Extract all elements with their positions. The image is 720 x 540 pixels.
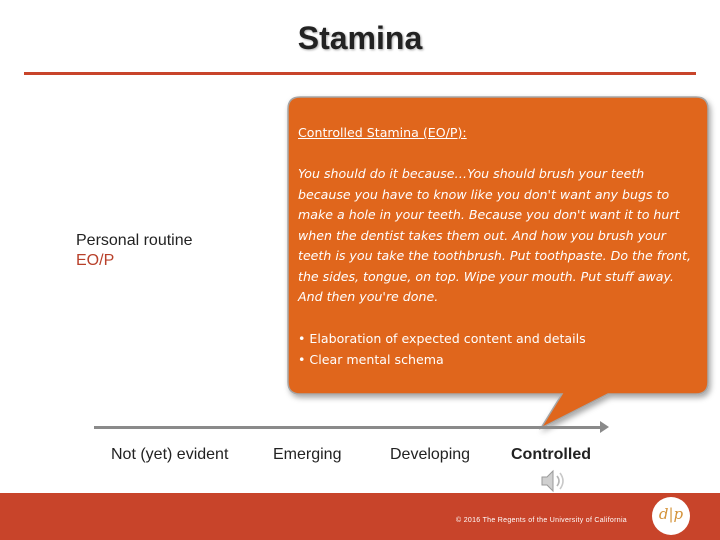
callout-bullet: • Elaboration of expected content and details bbox=[298, 331, 586, 346]
level-controlled: Controlled bbox=[511, 446, 591, 463]
scale-axis bbox=[94, 426, 602, 429]
level-not-yet-evident: Not (yet) evident bbox=[111, 446, 229, 463]
callout-quote: You should do it because…You should brush your teeth because you have to know like you don't want any bugs to make a hole in your teeth. Because you don't want it to hurt when the dentist takes them out. And how you brush your teeth is you take the toothbrush. Put toothpaste. Do the front, the sides, tongue, on top. Wipe your mouth. Put stuff away. And then you're done. bbox=[298, 166, 691, 304]
level-developing: Developing bbox=[390, 446, 471, 463]
callout-heading: Controlled Stamina (EO/P): bbox=[298, 125, 467, 140]
routine-label-code: EO/P bbox=[76, 252, 115, 269]
speaker-icon[interactable] bbox=[540, 468, 570, 494]
logo-mark: d|p bbox=[658, 505, 684, 523]
copyright-text: © 2016 The Regents of the University of California bbox=[456, 517, 627, 524]
level-emerging: Emerging bbox=[273, 446, 342, 463]
dlp-logo-icon bbox=[652, 497, 690, 535]
callout-bullets bbox=[298, 329, 693, 370]
callout-bullet: • Clear mental schema bbox=[298, 351, 444, 367]
routine-label-text: Personal routine bbox=[76, 232, 193, 249]
scale-arrowhead bbox=[600, 421, 609, 433]
slide-title: Stamina bbox=[297, 20, 423, 56]
